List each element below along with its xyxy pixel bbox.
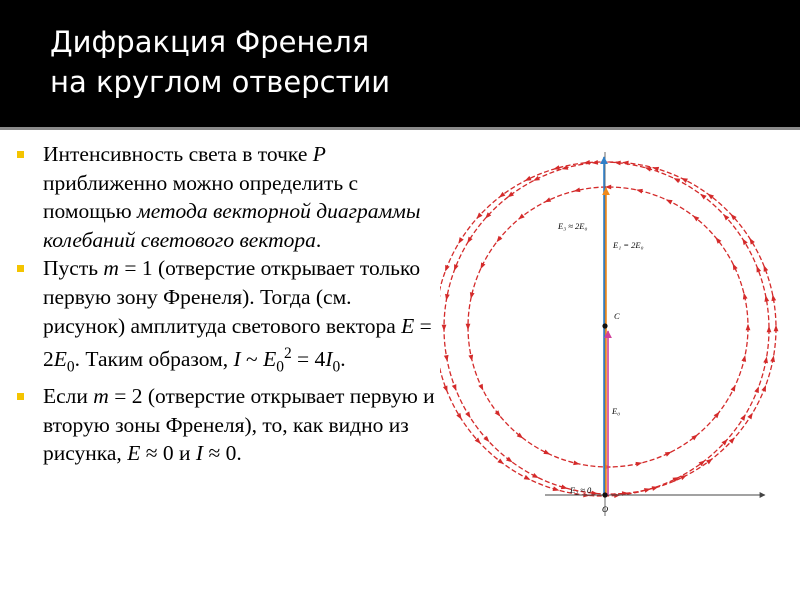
bullet-text-run: Интенсивность света в точке [43, 142, 313, 166]
bullet-item [17, 382, 437, 468]
spiral-arrowhead [561, 165, 568, 171]
spiral-arrowhead [746, 324, 751, 330]
spiral-arrowhead [774, 325, 779, 331]
spiral-arrowhead [699, 192, 707, 200]
spiral-arrowhead [754, 265, 761, 273]
spiral-arrowhead [636, 460, 643, 466]
bullet-text-run: . [315, 227, 322, 252]
spiral-arrowhead [443, 385, 450, 393]
bullet-text-run: = 2 [43, 313, 432, 372]
spiral-arrowhead [553, 486, 560, 492]
spiral-arrowhead [442, 325, 447, 331]
bullet-square-icon [17, 393, 24, 400]
spiral-arrowhead [741, 355, 747, 362]
label-e1: E₁ = 2E₀ [613, 240, 644, 250]
bullet-text-run: m [103, 256, 119, 281]
spiral-arrowhead [747, 411, 754, 419]
bullet-square-icon [17, 265, 24, 272]
spiral-arrowhead [475, 438, 483, 446]
bullet-text-run: Если [43, 384, 94, 409]
bullet-item [17, 140, 437, 254]
spiral-arrowhead [721, 213, 729, 221]
bullet-text-run: E [401, 313, 415, 338]
bullet-text-run: E [127, 441, 141, 466]
bullet-text-run: 0 [66, 358, 75, 376]
bullet-text-run: . Таким образом, [74, 347, 234, 372]
spiral-arrowhead [465, 237, 472, 245]
label-c: C [614, 311, 620, 321]
spiral-arrowhead [770, 355, 776, 362]
spiral-arrowhead [456, 413, 463, 421]
bullet-text-run: = 4 [291, 347, 326, 372]
spiral-arrowhead [665, 197, 673, 204]
bullet-text-run: Пусть [43, 256, 104, 281]
spiral-arrowhead [532, 473, 540, 480]
spiral-arrowhead [497, 458, 505, 466]
spiral-arrowhead [478, 262, 485, 270]
bullet-text-run: метода векторной диаграммы колебаний светового вектора [43, 199, 421, 252]
bullet-text-run: P [312, 142, 326, 166]
spiral-arrowhead [761, 384, 768, 392]
spiral-arrowhead [706, 457, 714, 465]
bullet-text-run: . [340, 347, 346, 372]
spiral-arrowhead [466, 324, 471, 330]
spiral-arrowhead [591, 160, 598, 165]
bullet-text-run: I [233, 347, 241, 372]
slide-title-line-1: Дифракция Френеля [50, 25, 370, 59]
spiral-arrowhead [543, 450, 551, 457]
bullet-text-run: I [325, 347, 333, 372]
spiral-arrowhead [452, 264, 459, 272]
label-e2: E₂ ≈ 0 [570, 485, 592, 495]
bullet-text-run: 0 [332, 358, 341, 376]
spiral-arrowhead [740, 413, 747, 421]
spiral-ring [444, 162, 776, 494]
spiral-arrowhead [440, 295, 441, 302]
spiral-arrowhead [543, 197, 551, 204]
spiral-arrowhead [763, 356, 769, 363]
slide-header [0, 0, 800, 127]
spiral-arrowhead [652, 485, 659, 491]
bullet-text-run: I [195, 441, 204, 466]
spiral-arrowhead [672, 176, 680, 183]
bullet-text-run: ≈ 0 и [140, 441, 196, 466]
bullet-text-run: E [263, 347, 277, 372]
label-o: O [602, 504, 609, 514]
spiral-arrowhead [440, 356, 441, 363]
spiral-arrowhead [475, 213, 483, 221]
header-divider [0, 127, 800, 130]
slide-title [50, 22, 390, 102]
spiral-arrowhead [665, 450, 673, 457]
vector-diagram [440, 138, 800, 523]
bullet-item [17, 254, 437, 382]
bullet-text-run: m [93, 384, 109, 409]
slide-title-line-2: на круглом отверстии [50, 65, 391, 99]
bullet-square-icon [17, 151, 24, 158]
spiral-arrowhead [680, 176, 688, 183]
spiral-arrowhead [622, 160, 629, 165]
spiral-arrowhead [443, 265, 450, 273]
bullet-text-run: 0 [276, 358, 284, 376]
spiral-arrowhead [517, 214, 525, 222]
bullet-text-run: = 1 (отверстие открывает только первую зону Френеля). Тогда (см. рисунок) амплитуда светового вектора [43, 256, 421, 338]
spiral-arrowhead [465, 411, 472, 419]
spiral-curves [440, 160, 778, 498]
bullet-list [17, 140, 437, 468]
spiral-arrowhead [747, 237, 754, 245]
point-o-dot [602, 492, 607, 497]
spiral-arrowhead [741, 292, 747, 299]
point-c-dot [602, 323, 607, 328]
spiral-arrowhead [761, 264, 768, 272]
spiral-arrowhead [740, 237, 747, 245]
bullet-text-run: 2 [283, 345, 292, 363]
spiral-arrowhead [561, 485, 568, 491]
spiral-arrowhead [731, 384, 738, 392]
spiral-arrowhead [767, 326, 772, 332]
spiral-arrowhead [478, 384, 485, 392]
bullet-text-run: E [53, 347, 67, 372]
bullet-text-run: = 2 (отверстие открывает первую и вторую зоны Френеля), то, как видно из рисунка, [43, 384, 435, 466]
bullet-text-run: приближенно можно определить с помощью [43, 170, 359, 224]
label-e0: E₀ [612, 406, 621, 416]
label-e3: E₃ ≈ 2E₀ [558, 221, 588, 231]
spiral-arrowhead [731, 262, 738, 270]
spiral-arrowhead [636, 187, 643, 193]
bullet-text-run: ≈ 0. [203, 441, 242, 466]
spiral-arrowhead [524, 475, 532, 482]
spiral-arrowhead [754, 385, 761, 393]
bullet-text-run: ~ [240, 347, 264, 372]
spiral-arrowhead [456, 237, 463, 245]
spiral-arrowhead [452, 384, 459, 392]
